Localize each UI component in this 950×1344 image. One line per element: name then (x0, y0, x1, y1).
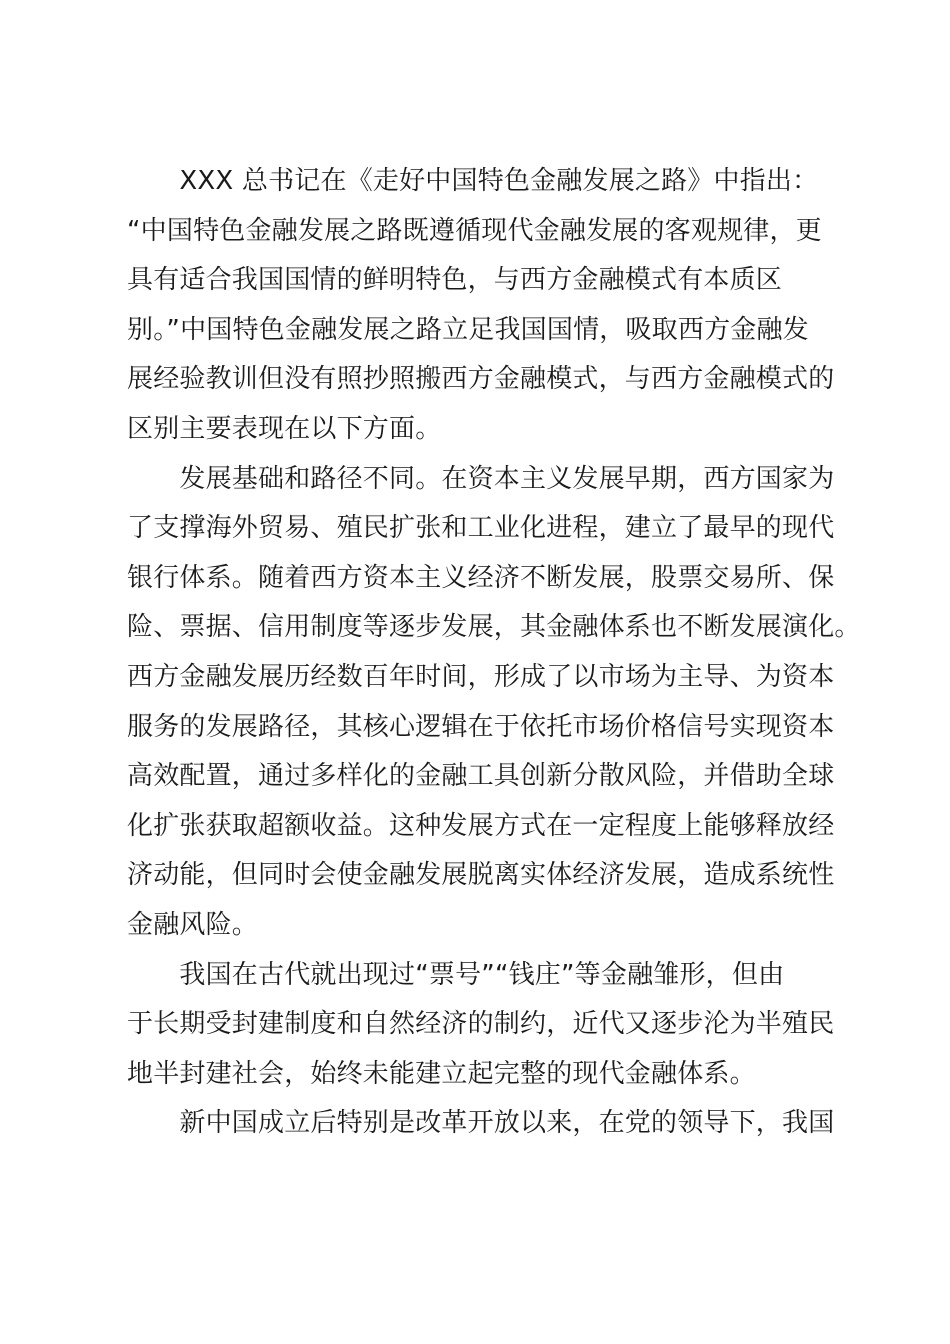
text-line: 化扩张获取超额收益。这种发展方式在一定程度上能够释放经 (127, 810, 835, 841)
document-body (127, 157, 861, 1149)
text-line: 区别主要表现在以下方面。 (127, 413, 442, 444)
text-line: 济动能，但同时会使金融发展脱离实体经济发展，造成系统性 (127, 860, 835, 891)
text-line: 新中国成立后特别是改革开放以来，在党的领导下，我国 (127, 1108, 835, 1139)
text-line: 于长期受封建制度和自然经济的制约，近代又逐步沦为半殖民 (127, 1009, 835, 1040)
text-line: 别。”中国特色金融发展之路立足我国国情，吸取西方金融发 (127, 314, 809, 345)
text-line: 具有适合我国国情的鲜明特色，与西方金融模式有本质区 (127, 265, 783, 296)
text-line: 了支撑海外贸易、殖民扩张和工业化进程，建立了最早的现代 (127, 513, 835, 544)
text-line: 银行体系。随着西方资本主义经济不断发展，股票交易所、保 (127, 562, 835, 593)
text-line: XXX 总书记在《走好中国特色金融发展之路》中指出： (127, 166, 819, 196)
text-line: 服务的发展路径，其核心逻辑在于依托市场价格信号实现资本 (127, 711, 835, 742)
text-line: 发展基础和路径不同。在资本主义发展早期，西方国家为 (127, 463, 835, 494)
text-line: 险、票据、信用制度等逐步发展，其金融体系也不断发展演化。 (127, 612, 861, 643)
text-line: 高效配置，通过多样化的金融工具创新分散风险，并借助全球 (127, 761, 835, 792)
text-line: 西方金融发展历经数百年时间，形成了以市场为主导、为资本 (127, 661, 835, 692)
text-line: 金融风险。 (127, 909, 259, 940)
text-line: 我国在古代就出现过“票号”“钱庄”等金融雏形，但由 (127, 959, 785, 990)
text-line: “中国特色金融发展之路既遵循现代金融发展的客观规律，更 (127, 215, 822, 246)
text-line: 展经验教训但没有照抄照搬西方金融模式，与西方金融模式的 (127, 364, 835, 395)
text-line: 地半封建社会，始终未能建立起完整的现代金融体系。 (127, 1058, 756, 1089)
